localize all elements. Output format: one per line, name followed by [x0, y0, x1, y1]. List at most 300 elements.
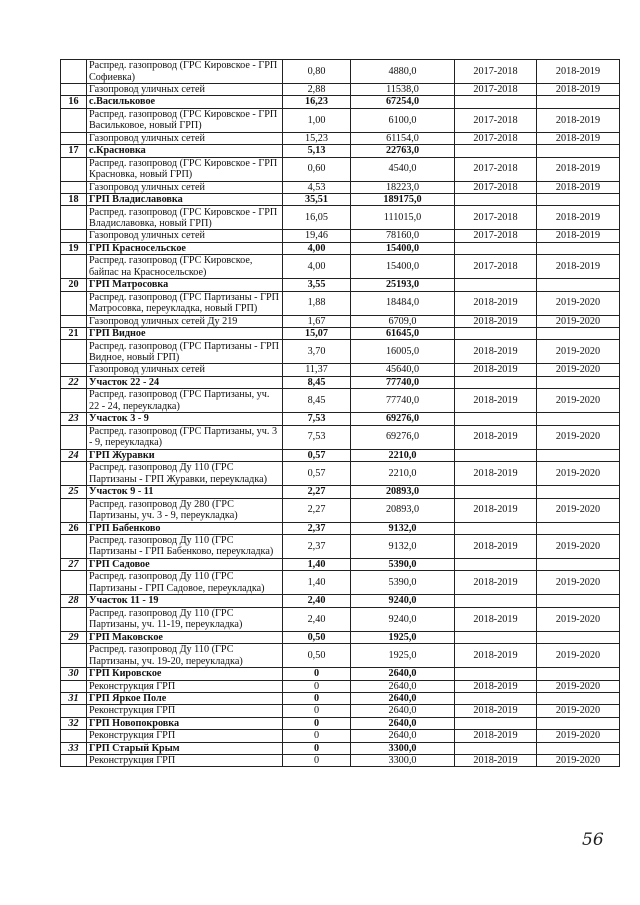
row-length-cell: 0: [283, 730, 351, 742]
row-name-cell: Газопровод уличных сетей: [87, 364, 283, 376]
row-length-cell: 3,55: [283, 279, 351, 291]
row-cost-cell: 2640,0: [351, 692, 455, 704]
row-start-year-cell: 2018-2019: [455, 644, 537, 668]
row-name-cell: ГРП Видное: [87, 328, 283, 340]
row-start-year-cell: 2018-2019: [455, 291, 537, 315]
row-cost-cell: 5390,0: [351, 558, 455, 570]
row-number-cell: 20: [61, 279, 87, 291]
row-start-year-cell: [455, 242, 537, 254]
row-end-year-cell: 2019-2020: [537, 315, 620, 327]
row-end-year-cell: 2019-2020: [537, 498, 620, 522]
row-number-cell: [61, 730, 87, 742]
row-start-year-cell: [455, 595, 537, 607]
row-name-cell: ГРП Красносельское: [87, 242, 283, 254]
row-start-year-cell: 2017-2018: [455, 255, 537, 279]
row-length-cell: 1,88: [283, 291, 351, 315]
row-number-cell: 31: [61, 692, 87, 704]
row-number-cell: [61, 705, 87, 717]
row-number-cell: [61, 157, 87, 181]
row-cost-cell: 18223,0: [351, 181, 455, 193]
row-length-cell: 0: [283, 680, 351, 692]
table-row: [61, 108, 620, 132]
row-name-cell: ГРП Новопокровка: [87, 717, 283, 729]
row-name-cell: Распред. газопровод (ГРС Кировское - ГРП Владиславовка, новый ГРП): [87, 206, 283, 230]
row-start-year-cell: [455, 194, 537, 206]
row-end-year-cell: [537, 631, 620, 643]
row-name-cell: Реконструкция ГРП: [87, 680, 283, 692]
table-row-group: [61, 717, 620, 729]
row-length-cell: 35,51: [283, 194, 351, 206]
row-number-cell: [61, 754, 87, 766]
row-length-cell: 1,00: [283, 108, 351, 132]
row-end-year-cell: [537, 242, 620, 254]
row-length-cell: 0,57: [283, 449, 351, 461]
row-start-year-cell: [455, 449, 537, 461]
table-row: [61, 340, 620, 364]
row-start-year-cell: [455, 522, 537, 534]
row-start-year-cell: [455, 328, 537, 340]
row-name-cell: Участок 9 - 11: [87, 486, 283, 498]
row-name-cell: Газопровод уличных сетей Ду 219: [87, 315, 283, 327]
table-row: [61, 680, 620, 692]
row-end-year-cell: [537, 692, 620, 704]
table-row: [61, 730, 620, 742]
row-number-cell: [61, 255, 87, 279]
row-length-cell: 15,23: [283, 132, 351, 144]
row-name-cell: Распред. газопровод (ГРС Кировское - ГРП Софиевка): [87, 60, 283, 84]
gas-pipeline-table: [60, 59, 620, 767]
table-row-group: [61, 96, 620, 108]
row-number-cell: [61, 60, 87, 84]
row-number-cell: [61, 571, 87, 595]
row-start-year-cell: [455, 631, 537, 643]
row-start-year-cell: 2018-2019: [455, 705, 537, 717]
row-name-cell: Распред. газопровод (ГРС Партизаны - ГРП Матросовка, переукладка, новый ГРП): [87, 291, 283, 315]
row-cost-cell: 5390,0: [351, 571, 455, 595]
row-start-year-cell: 2017-2018: [455, 230, 537, 242]
row-end-year-cell: 2018-2019: [537, 84, 620, 96]
row-name-cell: Распред. газопровод Ду 110 (ГРС Партизаны, уч. 19-20, переукладка): [87, 644, 283, 668]
table-row-group: [61, 742, 620, 754]
row-end-year-cell: 2018-2019: [537, 230, 620, 242]
table-row-group: [61, 145, 620, 157]
row-end-year-cell: 2019-2020: [537, 389, 620, 413]
row-length-cell: 2,88: [283, 84, 351, 96]
table-body: [61, 60, 620, 767]
row-number-cell: [61, 680, 87, 692]
row-end-year-cell: 2019-2020: [537, 644, 620, 668]
table-row: [61, 705, 620, 717]
row-number-cell: 17: [61, 145, 87, 157]
row-length-cell: 2,40: [283, 595, 351, 607]
row-number-cell: [61, 534, 87, 558]
row-cost-cell: 4540,0: [351, 157, 455, 181]
row-number-cell: 22: [61, 376, 87, 388]
row-number-cell: 24: [61, 449, 87, 461]
row-length-cell: 19,46: [283, 230, 351, 242]
row-number-cell: [61, 181, 87, 193]
row-end-year-cell: [537, 194, 620, 206]
row-number-cell: 25: [61, 486, 87, 498]
table-row-group: [61, 668, 620, 680]
row-end-year-cell: [537, 145, 620, 157]
row-cost-cell: 2640,0: [351, 705, 455, 717]
row-length-cell: 0: [283, 705, 351, 717]
row-name-cell: Распред. газопровод Ду 110 (ГРС Партизаны, уч. 11-19, переукладка): [87, 607, 283, 631]
row-number-cell: 19: [61, 242, 87, 254]
row-end-year-cell: 2019-2020: [537, 291, 620, 315]
row-name-cell: Реконструкция ГРП: [87, 754, 283, 766]
row-cost-cell: 61154,0: [351, 132, 455, 144]
row-length-cell: 4,53: [283, 181, 351, 193]
row-cost-cell: 189175,0: [351, 194, 455, 206]
row-number-cell: 32: [61, 717, 87, 729]
row-start-year-cell: 2018-2019: [455, 534, 537, 558]
row-name-cell: Распред. газопровод Ду 280 (ГРС Партизаны, уч. 3 - 9, переукладка): [87, 498, 283, 522]
row-cost-cell: 1925,0: [351, 644, 455, 668]
row-length-cell: 8,45: [283, 376, 351, 388]
row-name-cell: Распред. газопровод Ду 110 (ГРС Партизаны - ГРП Бабенково, переукладка): [87, 534, 283, 558]
row-name-cell: ГРП Маковское: [87, 631, 283, 643]
row-length-cell: 7,53: [283, 425, 351, 449]
row-length-cell: 0: [283, 692, 351, 704]
row-cost-cell: 9132,0: [351, 522, 455, 534]
table-row: [61, 364, 620, 376]
row-end-year-cell: 2018-2019: [537, 132, 620, 144]
row-length-cell: 7,53: [283, 413, 351, 425]
row-start-year-cell: 2017-2018: [455, 84, 537, 96]
row-number-cell: 21: [61, 328, 87, 340]
row-number-cell: 29: [61, 631, 87, 643]
row-length-cell: 4,00: [283, 242, 351, 254]
row-number-cell: [61, 230, 87, 242]
row-start-year-cell: [455, 558, 537, 570]
row-start-year-cell: 2018-2019: [455, 498, 537, 522]
table-row: [61, 84, 620, 96]
row-end-year-cell: [537, 328, 620, 340]
row-end-year-cell: [537, 595, 620, 607]
row-length-cell: 2,37: [283, 534, 351, 558]
row-end-year-cell: 2018-2019: [537, 206, 620, 230]
row-number-cell: [61, 389, 87, 413]
table-row-group: [61, 194, 620, 206]
row-length-cell: 2,27: [283, 486, 351, 498]
row-cost-cell: 20893,0: [351, 486, 455, 498]
row-number-cell: [61, 108, 87, 132]
row-name-cell: Распред. газопровод (ГРС Партизаны, уч. 22 - 24, переукладка): [87, 389, 283, 413]
row-start-year-cell: [455, 279, 537, 291]
row-start-year-cell: 2018-2019: [455, 315, 537, 327]
row-number-cell: [61, 462, 87, 486]
row-cost-cell: 1925,0: [351, 631, 455, 643]
row-length-cell: 1,40: [283, 571, 351, 595]
row-cost-cell: 77740,0: [351, 389, 455, 413]
row-end-year-cell: 2018-2019: [537, 60, 620, 84]
row-name-cell: Газопровод уличных сетей: [87, 230, 283, 242]
document-page: [60, 59, 619, 767]
row-cost-cell: 9132,0: [351, 534, 455, 558]
row-length-cell: 0: [283, 754, 351, 766]
row-end-year-cell: [537, 486, 620, 498]
table-row-group: [61, 631, 620, 643]
row-name-cell: Распред. газопровод (ГРС Кировское - ГРП Васильковое, новый ГРП): [87, 108, 283, 132]
row-cost-cell: 2210,0: [351, 449, 455, 461]
row-end-year-cell: [537, 668, 620, 680]
row-start-year-cell: [455, 717, 537, 729]
row-cost-cell: 25193,0: [351, 279, 455, 291]
row-cost-cell: 69276,0: [351, 425, 455, 449]
row-number-cell: [61, 364, 87, 376]
row-end-year-cell: [537, 376, 620, 388]
row-end-year-cell: 2019-2020: [537, 571, 620, 595]
row-cost-cell: 45640,0: [351, 364, 455, 376]
row-start-year-cell: 2017-2018: [455, 157, 537, 181]
row-cost-cell: 6709,0: [351, 315, 455, 327]
row-cost-cell: 3300,0: [351, 754, 455, 766]
row-start-year-cell: 2017-2018: [455, 181, 537, 193]
row-length-cell: 0,50: [283, 644, 351, 668]
row-number-cell: [61, 498, 87, 522]
row-start-year-cell: 2018-2019: [455, 571, 537, 595]
row-end-year-cell: 2018-2019: [537, 255, 620, 279]
row-cost-cell: 77740,0: [351, 376, 455, 388]
row-name-cell: с.Васильковое: [87, 96, 283, 108]
row-length-cell: 0,60: [283, 157, 351, 181]
row-number-cell: 27: [61, 558, 87, 570]
row-number-cell: 23: [61, 413, 87, 425]
row-length-cell: 2,40: [283, 607, 351, 631]
row-name-cell: Газопровод уличных сетей: [87, 84, 283, 96]
row-length-cell: 3,70: [283, 340, 351, 364]
row-start-year-cell: 2018-2019: [455, 425, 537, 449]
row-number-cell: [61, 607, 87, 631]
table-row: [61, 181, 620, 193]
row-end-year-cell: 2019-2020: [537, 462, 620, 486]
row-cost-cell: 2210,0: [351, 462, 455, 486]
row-number-cell: 28: [61, 595, 87, 607]
row-end-year-cell: 2019-2020: [537, 607, 620, 631]
row-length-cell: 0: [283, 668, 351, 680]
table-row-group: [61, 279, 620, 291]
table-row: [61, 255, 620, 279]
row-length-cell: 8,45: [283, 389, 351, 413]
row-start-year-cell: 2018-2019: [455, 364, 537, 376]
row-end-year-cell: [537, 413, 620, 425]
row-start-year-cell: [455, 96, 537, 108]
row-cost-cell: 6100,0: [351, 108, 455, 132]
row-length-cell: 0,80: [283, 60, 351, 84]
row-cost-cell: 3300,0: [351, 742, 455, 754]
row-cost-cell: 15400,0: [351, 242, 455, 254]
row-cost-cell: 2640,0: [351, 680, 455, 692]
row-number-cell: 30: [61, 668, 87, 680]
row-cost-cell: 9240,0: [351, 607, 455, 631]
row-number-cell: [61, 315, 87, 327]
row-end-year-cell: [537, 558, 620, 570]
table-row-group: [61, 242, 620, 254]
page-number: 56: [582, 830, 604, 850]
row-length-cell: 16,05: [283, 206, 351, 230]
row-length-cell: 0: [283, 717, 351, 729]
row-cost-cell: 69276,0: [351, 413, 455, 425]
row-start-year-cell: [455, 692, 537, 704]
row-length-cell: 0,57: [283, 462, 351, 486]
row-name-cell: Участок 3 - 9: [87, 413, 283, 425]
row-name-cell: Реконструкция ГРП: [87, 705, 283, 717]
row-name-cell: Распред. газопровод (ГРС Партизаны, уч. 3 - 9, переукладка): [87, 425, 283, 449]
row-cost-cell: 67254,0: [351, 96, 455, 108]
table-row: [61, 644, 620, 668]
row-cost-cell: 2640,0: [351, 668, 455, 680]
row-length-cell: 2,27: [283, 498, 351, 522]
table-row-group: [61, 413, 620, 425]
row-name-cell: Распред. газопровод Ду 110 (ГРС Партизаны - ГРП Журавки, переукладка): [87, 462, 283, 486]
table-row: [61, 132, 620, 144]
row-cost-cell: 18484,0: [351, 291, 455, 315]
row-start-year-cell: 2018-2019: [455, 754, 537, 766]
row-end-year-cell: 2019-2020: [537, 340, 620, 364]
row-start-year-cell: 2017-2018: [455, 132, 537, 144]
row-start-year-cell: 2018-2019: [455, 730, 537, 742]
row-length-cell: 16,23: [283, 96, 351, 108]
row-start-year-cell: 2018-2019: [455, 340, 537, 364]
table-row: [61, 571, 620, 595]
row-name-cell: ГРП Кировское: [87, 668, 283, 680]
row-length-cell: 5,13: [283, 145, 351, 157]
row-start-year-cell: 2018-2019: [455, 462, 537, 486]
row-number-cell: [61, 644, 87, 668]
row-end-year-cell: 2018-2019: [537, 157, 620, 181]
row-name-cell: Реконструкция ГРП: [87, 730, 283, 742]
row-cost-cell: 16005,0: [351, 340, 455, 364]
row-number-cell: [61, 206, 87, 230]
table-row-group: [61, 558, 620, 570]
row-name-cell: Газопровод уличных сетей: [87, 132, 283, 144]
table-row: [61, 60, 620, 84]
table-row-group: [61, 376, 620, 388]
table-row-group: [61, 692, 620, 704]
row-start-year-cell: [455, 413, 537, 425]
table-row: [61, 754, 620, 766]
row-end-year-cell: 2019-2020: [537, 364, 620, 376]
row-cost-cell: 61645,0: [351, 328, 455, 340]
row-start-year-cell: [455, 145, 537, 157]
row-start-year-cell: 2017-2018: [455, 108, 537, 132]
row-length-cell: 1,67: [283, 315, 351, 327]
row-end-year-cell: 2019-2020: [537, 705, 620, 717]
row-cost-cell: 15400,0: [351, 255, 455, 279]
row-end-year-cell: [537, 742, 620, 754]
row-number-cell: 26: [61, 522, 87, 534]
table-row-group: [61, 486, 620, 498]
row-start-year-cell: [455, 486, 537, 498]
row-length-cell: 1,40: [283, 558, 351, 570]
table-row: [61, 462, 620, 486]
table-row: [61, 498, 620, 522]
table-row-group: [61, 595, 620, 607]
row-cost-cell: 2640,0: [351, 717, 455, 729]
row-end-year-cell: 2019-2020: [537, 730, 620, 742]
row-cost-cell: 22763,0: [351, 145, 455, 157]
row-number-cell: [61, 340, 87, 364]
row-end-year-cell: 2018-2019: [537, 181, 620, 193]
row-cost-cell: 78160,0: [351, 230, 455, 242]
table-row: [61, 230, 620, 242]
row-number-cell: [61, 132, 87, 144]
row-cost-cell: 4880,0: [351, 60, 455, 84]
table-row: [61, 425, 620, 449]
row-name-cell: ГРП Матросовка: [87, 279, 283, 291]
table-row: [61, 389, 620, 413]
row-cost-cell: 20893,0: [351, 498, 455, 522]
row-end-year-cell: 2019-2020: [537, 425, 620, 449]
row-length-cell: 15,07: [283, 328, 351, 340]
table-row: [61, 157, 620, 181]
table-row: [61, 534, 620, 558]
row-length-cell: 0: [283, 742, 351, 754]
row-number-cell: [61, 425, 87, 449]
row-end-year-cell: [537, 279, 620, 291]
row-cost-cell: 9240,0: [351, 595, 455, 607]
row-end-year-cell: 2018-2019: [537, 108, 620, 132]
row-name-cell: Газопровод уличных сетей: [87, 181, 283, 193]
row-start-year-cell: 2018-2019: [455, 389, 537, 413]
row-length-cell: 2,37: [283, 522, 351, 534]
row-length-cell: 4,00: [283, 255, 351, 279]
table-row-group: [61, 522, 620, 534]
table-row: [61, 315, 620, 327]
row-cost-cell: 111015,0: [351, 206, 455, 230]
row-end-year-cell: [537, 522, 620, 534]
row-start-year-cell: [455, 376, 537, 388]
table-row-group: [61, 328, 620, 340]
row-cost-cell: 2640,0: [351, 730, 455, 742]
row-end-year-cell: [537, 96, 620, 108]
table-row: [61, 607, 620, 631]
row-name-cell: Распред. газопровод Ду 110 (ГРС Партизаны - ГРП Садовое, переукладка): [87, 571, 283, 595]
row-cost-cell: 11538,0: [351, 84, 455, 96]
row-start-year-cell: [455, 742, 537, 754]
row-number-cell: [61, 84, 87, 96]
row-end-year-cell: 2019-2020: [537, 534, 620, 558]
row-number-cell: [61, 291, 87, 315]
row-name-cell: Распред. газопровод (ГРС Партизаны - ГРП Видное, новый ГРП): [87, 340, 283, 364]
row-name-cell: ГРП Журавки: [87, 449, 283, 461]
row-number-cell: 18: [61, 194, 87, 206]
row-end-year-cell: [537, 717, 620, 729]
row-name-cell: ГРП Владиславовка: [87, 194, 283, 206]
row-number-cell: 16: [61, 96, 87, 108]
row-length-cell: 0,50: [283, 631, 351, 643]
row-end-year-cell: 2019-2020: [537, 754, 620, 766]
row-name-cell: с.Красновка: [87, 145, 283, 157]
row-start-year-cell: 2017-2018: [455, 60, 537, 84]
table-row-group: [61, 449, 620, 461]
row-name-cell: Распред. газопровод (ГРС Кировское, байпас на Красносельское): [87, 255, 283, 279]
row-start-year-cell: [455, 668, 537, 680]
row-number-cell: 33: [61, 742, 87, 754]
row-name-cell: ГРП Садовое: [87, 558, 283, 570]
row-start-year-cell: 2018-2019: [455, 607, 537, 631]
row-length-cell: 11,37: [283, 364, 351, 376]
table-row: [61, 206, 620, 230]
row-name-cell: Участок 11 - 19: [87, 595, 283, 607]
row-name-cell: ГРП Яркое Поле: [87, 692, 283, 704]
row-start-year-cell: 2017-2018: [455, 206, 537, 230]
row-name-cell: Участок 22 - 24: [87, 376, 283, 388]
row-end-year-cell: [537, 449, 620, 461]
row-name-cell: ГРП Бабенково: [87, 522, 283, 534]
